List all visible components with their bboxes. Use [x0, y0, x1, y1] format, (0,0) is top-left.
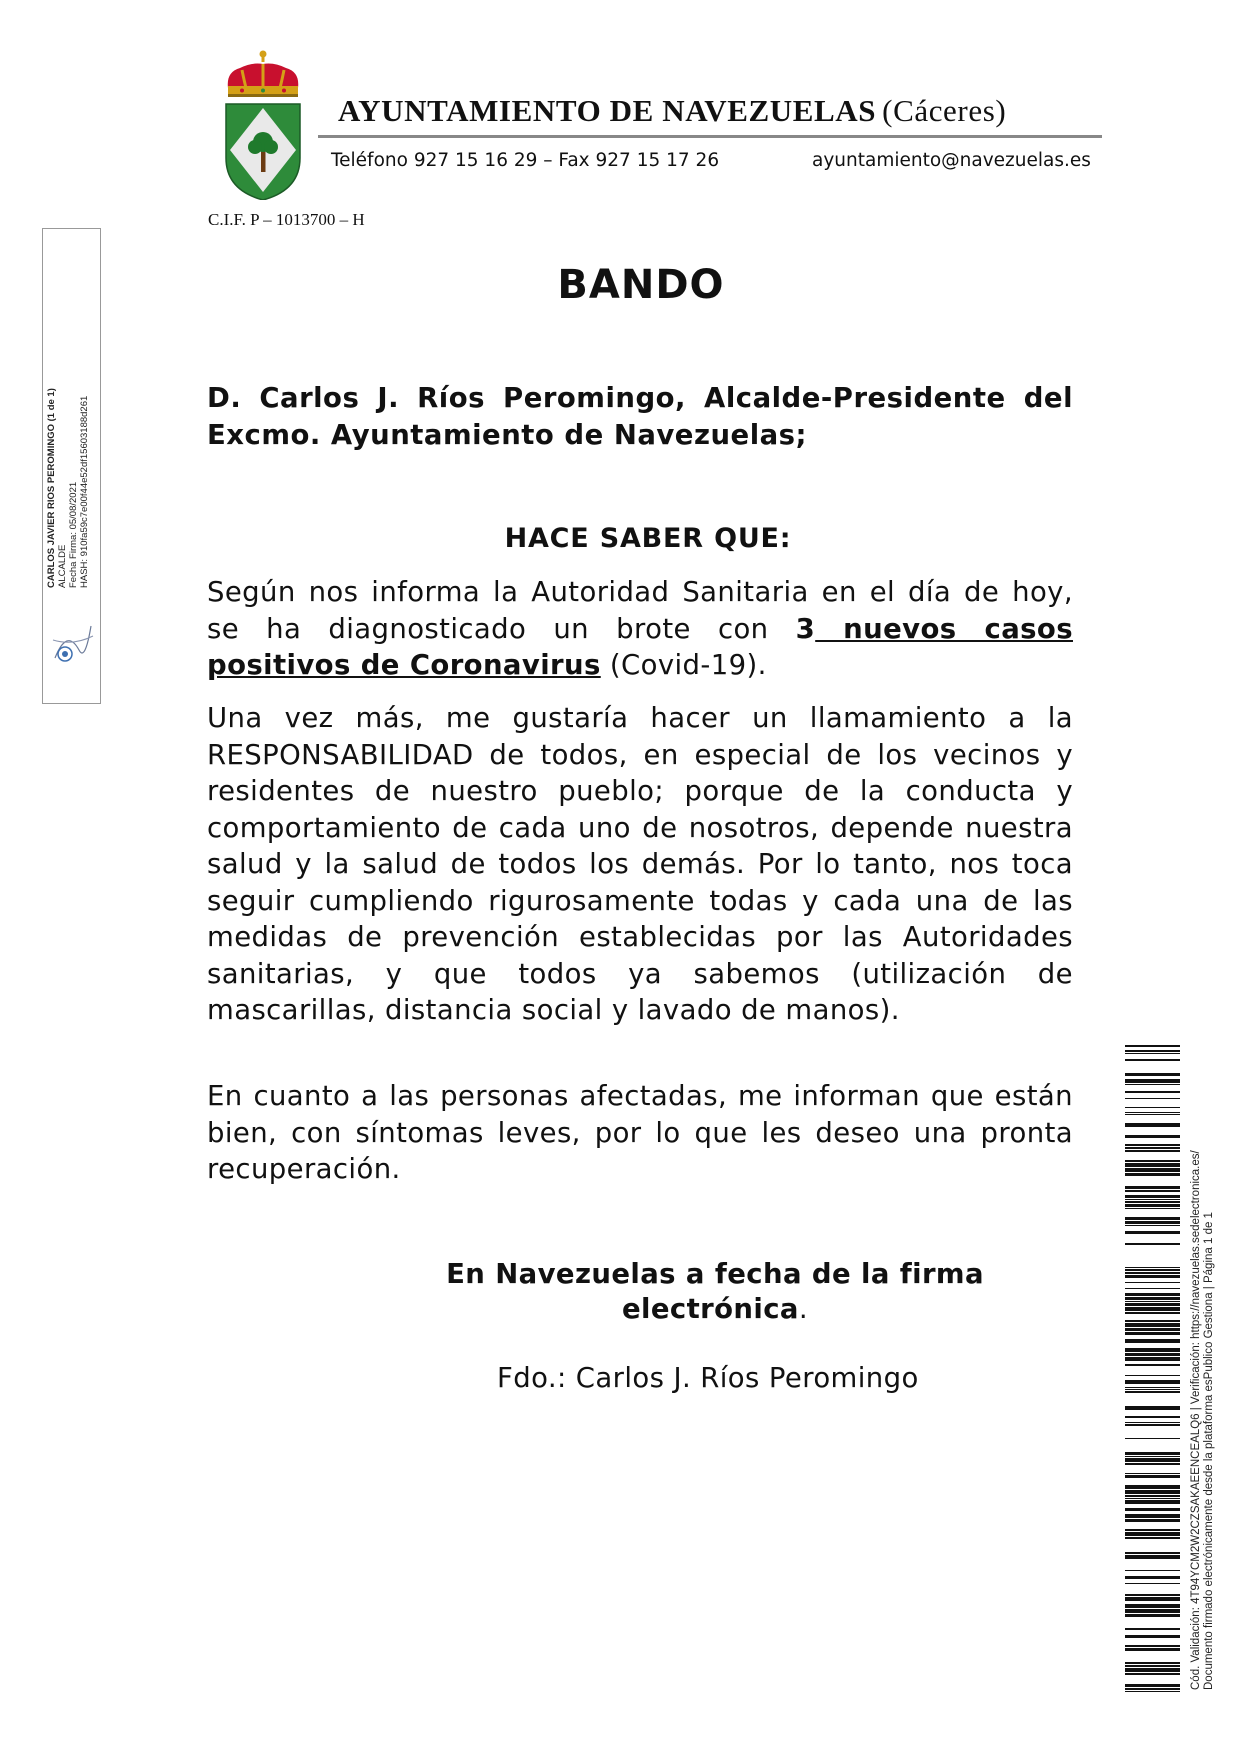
- barcode-bar: [1125, 1668, 1180, 1672]
- barcode-bar: [1125, 1406, 1180, 1410]
- barcode-bar: [1125, 1387, 1180, 1388]
- barcode-bar: [1125, 1604, 1180, 1608]
- barcode-bar: [1125, 1458, 1180, 1462]
- closing-place-date: [420, 1257, 1010, 1327]
- barcode-bar: [1125, 1495, 1180, 1497]
- barcode-bar: [1125, 1424, 1180, 1426]
- crown-icon: [228, 51, 299, 98]
- header-divider: [318, 135, 1102, 138]
- barcode-bar: [1125, 1594, 1180, 1596]
- barcode-bar: [1125, 1555, 1180, 1559]
- barcode-bar: [1125, 1609, 1180, 1613]
- barcode-bar: [1125, 1168, 1180, 1172]
- verification-details: [1190, 1090, 1216, 1690]
- barcode-bar: [1125, 1204, 1180, 1207]
- barcode-bar: [1125, 1269, 1180, 1271]
- barcode-bar: [1125, 1391, 1180, 1393]
- barcode-bar: [1125, 1112, 1180, 1113]
- barcode-bar: [1125, 1635, 1180, 1638]
- barcode-bar: [1125, 1339, 1180, 1343]
- barcode-bar: [1125, 1529, 1180, 1531]
- barcode-bar: [1125, 1473, 1180, 1474]
- barcode-bar: [1125, 1364, 1180, 1366]
- barcode-bar: [1125, 1323, 1180, 1327]
- barcode-bar: [1125, 1688, 1180, 1690]
- barcode-bar: [1125, 1684, 1180, 1687]
- barcode-bar: [1125, 1301, 1180, 1302]
- barcode-bar: [1125, 1662, 1180, 1664]
- barcode-bar: [1125, 1508, 1180, 1511]
- barcode-bar: [1125, 1199, 1180, 1200]
- barcode-bar: [1125, 1614, 1180, 1617]
- barcode-bar: [1125, 1628, 1180, 1630]
- barcode-bar: [1125, 1173, 1180, 1176]
- barcode-bar: [1125, 1645, 1180, 1647]
- barcode-bar: [1125, 1293, 1180, 1296]
- barcode-bar: [1125, 1123, 1180, 1127]
- barcode-bar: [1125, 1375, 1180, 1376]
- barcode-bar: [1125, 1537, 1180, 1539]
- paragraph-affected: En cuanto a las personas afectadas, me informan que están bien, con síntomas leves, por lo que les deseo una pronta recuperación.: [207, 1080, 1073, 1185]
- barcode-bar: [1125, 1348, 1180, 1352]
- tax-id: C.I.F. P – 1013700 – H: [208, 210, 365, 229]
- barcode-bar: [1125, 1195, 1180, 1198]
- contact-email: ayuntamiento@navezuelas.es: [812, 150, 1091, 171]
- barcode-bar: [1125, 1243, 1180, 1245]
- barcode-bar: [1125, 1532, 1180, 1536]
- barcode-bar: [1125, 1208, 1180, 1209]
- barcode-bar: [1125, 1114, 1180, 1115]
- shield-icon: [226, 104, 300, 200]
- organization-title: [338, 93, 1006, 129]
- barcode-bar: [1125, 1045, 1180, 1047]
- barcode-bar: [1125, 1665, 1180, 1667]
- barcode-bar: [1125, 1452, 1180, 1455]
- barcode-bar: [1125, 1201, 1180, 1203]
- barcode-bar: [1125, 1490, 1180, 1494]
- barcode-bar: [1125, 1160, 1180, 1162]
- signer-name: CARLOS JAVIER RIOS PEROMINGO (1 de 1): [46, 388, 57, 588]
- barcode-bar: [1125, 1288, 1180, 1289]
- organization-province: (Cáceres): [882, 93, 1007, 128]
- verification-platform: Documento firmado electrónicamente desde la plataforma esPublico Gestiona | Página 1 de 1: [1203, 1212, 1215, 1690]
- barcode-bar: [1125, 1190, 1180, 1192]
- barcode-bar: [1125, 1275, 1180, 1278]
- barcode-bar: [1125, 1485, 1180, 1489]
- barcode-bar: [1125, 1059, 1180, 1061]
- verification-barcode: [1125, 1045, 1180, 1695]
- barcode-bar: [1125, 1297, 1180, 1300]
- barcode-bar: [1125, 1463, 1180, 1465]
- barcode-bar: [1125, 1231, 1180, 1234]
- contact-phone-fax: Teléfono 927 15 16 29 – Fax 927 15 17 26: [331, 150, 720, 171]
- barcode-bar: [1125, 1500, 1180, 1504]
- barcode-bar: [1125, 1514, 1180, 1518]
- barcode-bar: [1125, 1673, 1180, 1675]
- document-title: BANDO: [557, 262, 725, 308]
- barcode-bar: [1125, 1498, 1180, 1499]
- barcode-bar: [1125, 1053, 1180, 1054]
- barcode-bar: [1125, 1267, 1180, 1268]
- verification-code: Cód. Validación: 4T94YCM2W2CZSAKAEENCEALQ6 | Verificación: https://navezuelas.sedelectronica.es/: [1190, 1150, 1202, 1690]
- barcode-bar: [1125, 1221, 1180, 1224]
- barcode-bar: [1125, 1332, 1180, 1335]
- barcode-bar: [1125, 1282, 1180, 1283]
- barcode-bar: [1125, 1312, 1180, 1314]
- barcode-bar: [1125, 1438, 1180, 1439]
- barcode-bar: [1125, 1552, 1180, 1554]
- barcode-bar: [1125, 1225, 1180, 1226]
- closing-period: .: [798, 1293, 809, 1325]
- barcode-bar: [1125, 1416, 1180, 1418]
- barcode-bar: [1125, 1303, 1180, 1306]
- barcode-bar: [1125, 1272, 1180, 1274]
- barcode-bar: [1125, 1144, 1180, 1146]
- barcode-bar: [1125, 1691, 1180, 1692]
- barcode-bar: [1125, 1186, 1180, 1189]
- announcement-heading: HACE SABER QUE:: [504, 523, 792, 554]
- barcode-bar: [1125, 1475, 1180, 1478]
- barcode-bar: [1125, 1150, 1180, 1152]
- organization-name: AYUNTAMIENTO DE NAVEZUELAS: [338, 93, 877, 128]
- barcode-bar: [1125, 1583, 1180, 1584]
- case-count: 3: [795, 612, 816, 645]
- closing-place-text: En Navezuelas a fecha de la firma electrónica: [446, 1258, 984, 1325]
- barcode-bar: [1125, 1163, 1180, 1167]
- barcode-bar: [1125, 1079, 1180, 1083]
- signed-by: Fdo.: Carlos J. Ríos Peromingo: [497, 1362, 919, 1394]
- case-highlight: nuevos casos positivos de Coronavirus: [207, 612, 1073, 681]
- barcode-bar: [1125, 1456, 1180, 1457]
- barcode-bar: [1125, 1217, 1180, 1220]
- mayor-introduction: D. Carlos J. Ríos Peromingo, Alcalde-Presidente del Excmo. Ayuntamiento de Navezuelas;: [207, 382, 1073, 451]
- signer-role: ALCALDE: [57, 544, 68, 588]
- barcode-bar: [1125, 1135, 1180, 1138]
- signature-stamp-icon: [49, 620, 95, 670]
- barcode-bar: [1125, 1597, 1180, 1601]
- barcode-bar: [1125, 1422, 1180, 1423]
- barcode-bar: [1125, 1098, 1180, 1099]
- signature-date: Fecha Firma: 05/08/2021: [68, 481, 79, 588]
- barcode-bar: [1125, 1091, 1180, 1093]
- barcode-bar: [1125, 1084, 1180, 1085]
- barcode-bar: [1125, 1050, 1180, 1052]
- paragraph-outbreak-lead: Según nos informa la Autoridad Sanitaria en el día de hoy, se ha diagnosticado un brote con: [207, 576, 1073, 645]
- barcode-bar: [1125, 1320, 1180, 1322]
- barcode-bar: [1125, 1353, 1180, 1356]
- barcode-bar: [1125, 1307, 1180, 1311]
- barcode-bar: [1125, 1328, 1180, 1331]
- barcode-bar: [1125, 1107, 1180, 1108]
- barcode-bar: [1125, 1073, 1180, 1076]
- barcode-bar: [1125, 1519, 1180, 1522]
- barcode-bar: [1125, 1576, 1180, 1579]
- paragraph-responsibility: Una vez más, me gustaría hacer un llamamiento a la RESPONSABILIDAD de todos, en especial de los vecinos y residentes de nuestro pueblo; porque de la conducta y comportamiento de cada uno de nosotros, depende nuestra salud y la salud de todos los demás. Por lo tanto, nos toca seguir cumpliendo rigurosamente todas y cada una de las medidas de prevención establecidas por las Autoridades sanitarias, y que todos ya sabemos (utilización de mascarillas, distancia social y lavado de manos).: [207, 702, 1073, 1026]
- barcode-bar: [1125, 1648, 1180, 1651]
- paragraph-outbreak: [207, 574, 1073, 684]
- signature-hash: HASH: 910fa59c7e00f44e52df15603188d261: [79, 395, 90, 588]
- barcode-bar: [1125, 1570, 1180, 1571]
- barcode-bar: [1125, 1380, 1180, 1384]
- barcode-bar: [1125, 1147, 1180, 1149]
- barcode-bar: [1125, 1357, 1180, 1361]
- paragraph-outbreak-tail: (Covid-19).: [600, 649, 767, 681]
- coat-of-arms-logo: [222, 50, 304, 200]
- barcode-bar: [1125, 1389, 1180, 1390]
